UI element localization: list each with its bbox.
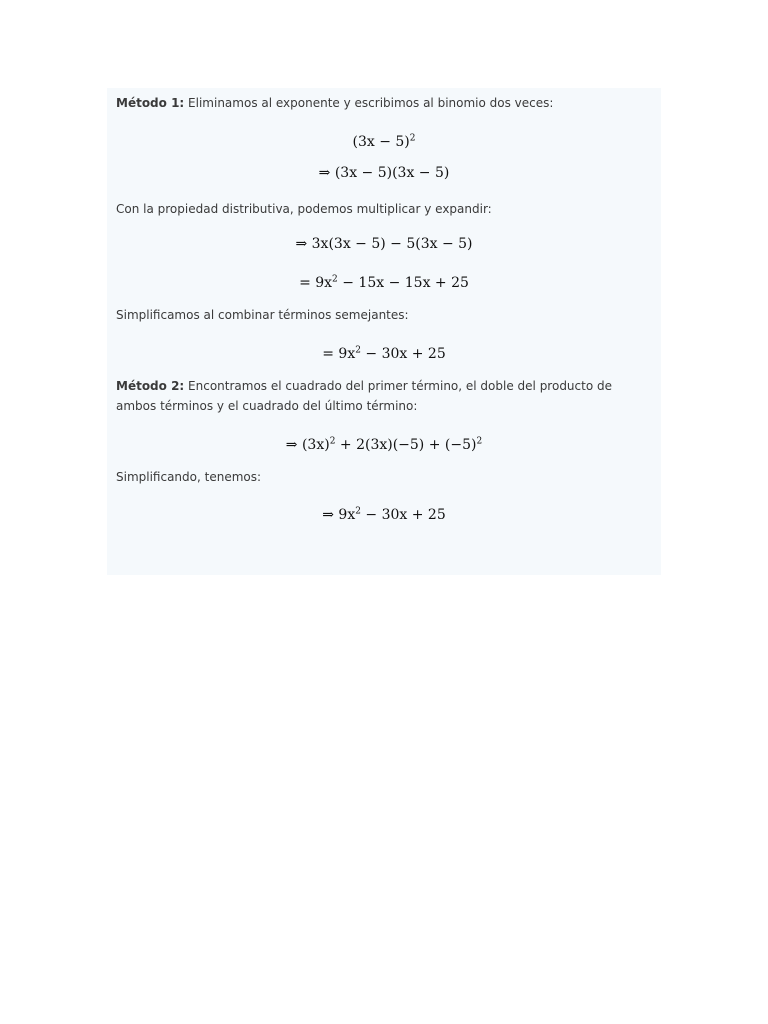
equation-4 [107,269,661,293]
simplifying-text: Simplificando, tenemos: [116,470,262,484]
distributive-paragraph [116,199,656,219]
equation-5-tail: − 30x + 25 [360,345,446,362]
equation-2 [107,163,661,183]
equation-4-tail: − 15x − 15x + 25 [337,274,469,291]
simplify-text: Simplificamos al combinar términos semejantes: [116,308,409,322]
equation-3 [107,234,661,254]
equation-3-text: ⇒ 3x(3x − 5) − 5(3x − 5) [295,236,473,252]
equation-2-text: ⇒ (3x − 5)(3x − 5) [318,165,450,181]
distributive-text: Con la propiedad distributiva, podemos multiplicar y expandir: [116,202,492,216]
equation-7 [107,501,661,525]
method1-intro: Eliminamos al exponente y escribimos al binomio dos veces: [184,96,554,110]
equation-6-exponent-1: 2 [329,436,336,446]
equation-1 [107,128,661,152]
equation-6-tail: + 2(3x)(−5) + (−5) [335,436,477,453]
method1-label: Método 1: [116,96,185,110]
simplify-paragraph [116,305,656,325]
equation-5 [107,340,661,364]
equation-1-base: (3x − 5) [352,133,410,150]
equation-6-exponent-2: 2 [476,436,483,446]
equation-5-lead: = 9x [322,345,356,362]
method2-label: Método 2: [116,379,185,393]
method1-paragraph [116,93,656,113]
method2-paragraph [116,376,656,416]
simplifying-paragraph [116,467,656,487]
equation-1-exponent: 2 [409,133,416,143]
equation-5-exponent: 2 [355,345,361,355]
equation-7-tail: − 30x + 25 [360,506,446,523]
equation-7-exponent: 2 [355,506,361,516]
equation-4-exponent: 2 [332,274,338,284]
equation-6 [107,431,661,455]
equation-6-lead: ⇒ (3x) [285,436,330,453]
method2-intro: Encontramos el cuadrado del primer término, el doble del producto de ambos términos y el cuadrado del último término: [116,379,612,413]
equation-7-lead: ⇒ 9x [322,506,356,523]
solution-panel [107,88,661,575]
equation-4-lead: = 9x [299,274,333,291]
